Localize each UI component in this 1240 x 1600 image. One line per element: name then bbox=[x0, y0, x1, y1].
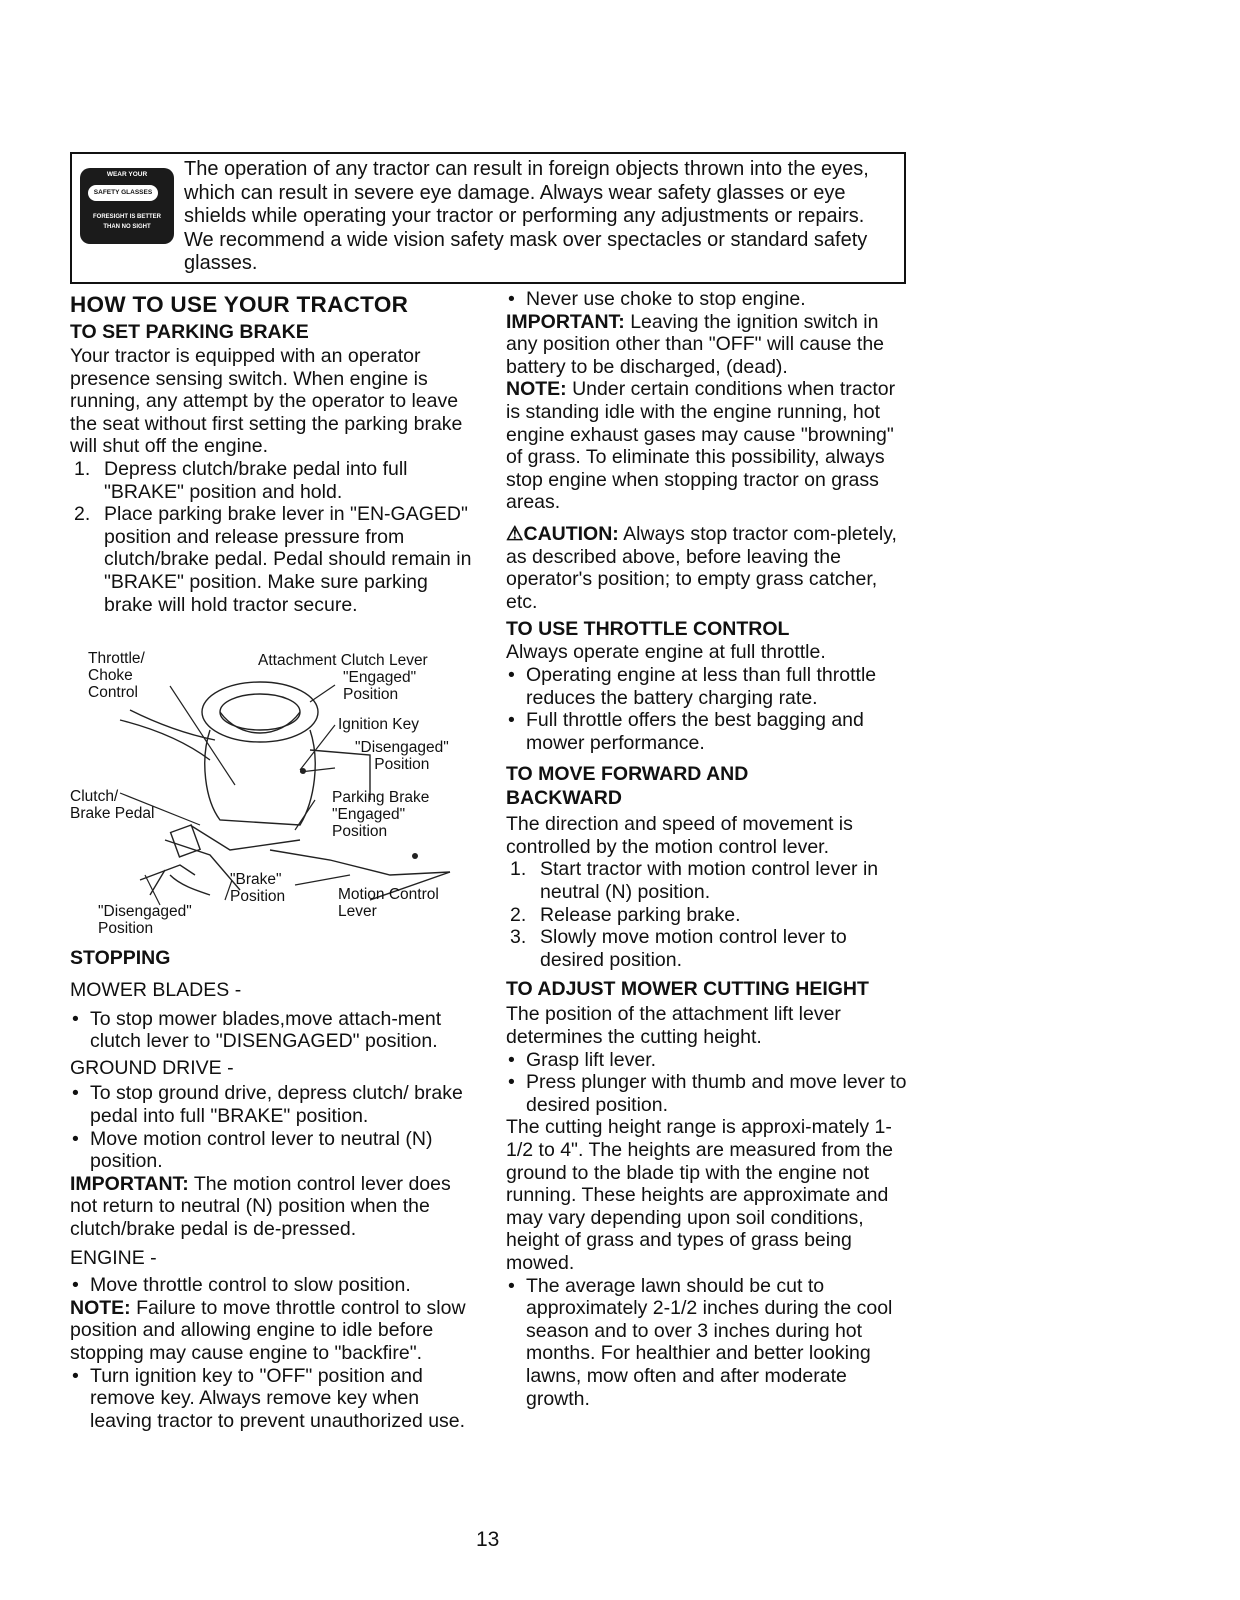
list-item: • Grasp lift lever. bbox=[506, 1049, 908, 1072]
note-2: NOTE: Under certain conditions when tractor is standing idle with the engine running, hot engine exhaust gases may cause "browning" of grass. To eliminate this possibility, always stop engine when stopping tractor on grass areas. bbox=[506, 378, 896, 514]
safety-glasses-badge-icon bbox=[80, 168, 174, 244]
cutting-height-text: The cutting height range is approxi-mately 1-1/2 to 4". The heights are measured from the ground to the blade tip with the engine not running. These heights are approximate and may vary depending upon soil conditions, height of grass and types of grass being mowed. bbox=[506, 1116, 894, 1274]
cutting-height-intro: The position of the attachment lift lever determines the cutting height. bbox=[506, 1003, 841, 1049]
label-attach-engaged: "Engaged" Position bbox=[343, 669, 417, 703]
list-item: • To stop ground drive, depress clutch/ brake pedal into full "BRAKE" position. bbox=[70, 1082, 480, 1127]
ground-drive-label: GROUND DRIVE - bbox=[70, 1056, 234, 1079]
parking-leader bbox=[295, 800, 315, 830]
list-item: • To stop mower blades,move attach-ment clutch lever to "DISENGAGED" position. bbox=[70, 1008, 480, 1053]
tractor-controls-figure bbox=[70, 650, 480, 940]
badge-line-3: FORESIGHT IS BETTER bbox=[92, 214, 161, 220]
attachment-leader bbox=[310, 685, 335, 702]
caution-icon: ⚠ bbox=[506, 522, 524, 545]
cutting-height-list-2 bbox=[506, 1275, 908, 1411]
label-clutch-brake: Clutch/ Brake Pedal bbox=[70, 788, 155, 822]
cutting-height-list bbox=[506, 1049, 908, 1117]
badge-line-1: WEAR YOUR bbox=[106, 171, 148, 178]
ignition-leader bbox=[300, 725, 335, 770]
ground-drive-list bbox=[70, 1082, 480, 1172]
label-parking-brake: Parking Brake "Engaged" Position bbox=[332, 789, 430, 840]
parking-brake-heading: TO SET PARKING BRAKE bbox=[70, 321, 309, 343]
throttle-intro: Always operate engine at full throttle. bbox=[506, 641, 826, 664]
badge-line-4: THAN NO SIGHT bbox=[103, 224, 151, 230]
choke-list bbox=[506, 288, 908, 311]
safety-warning-text: The operation of any tractor can result in foreign objects thrown into the eyes, which can result in severe eye damage. Always wear safety glasses or eye shields while operating your tractor or performing any adjustments or repairs. We recommend a wide vision safety mask over spectacles or standard safety glasses. bbox=[184, 158, 869, 274]
list-item: 2. Release parking brake. bbox=[510, 903, 741, 926]
stopping-heading: STOPPING bbox=[70, 947, 171, 969]
throttle-heading: TO USE THROTTLE CONTROL bbox=[506, 618, 790, 641]
important-note-1: IMPORTANT: The motion control lever does not return to neutral (N) position when the clutch/brake pedal is de-pressed. bbox=[70, 1172, 451, 1240]
cutting-height-heading: TO ADJUST MOWER CUTTING HEIGHT bbox=[506, 978, 869, 1001]
page-number: 13 bbox=[476, 1528, 500, 1551]
list-item: • Turn ignition key to "OFF" position and remove key. Always remove key when leaving tractor to prevent unauthorized use. bbox=[70, 1365, 480, 1433]
label-attachment-clutch: Attachment Clutch Lever bbox=[258, 652, 428, 669]
label-throttle: Throttle/ Choke Control bbox=[88, 650, 145, 701]
list-item: • Full throttle offers the best bagging and mower performance. bbox=[506, 709, 908, 754]
move-heading: TO MOVE FORWARD AND BACKWARD bbox=[506, 763, 749, 810]
list-item: 1. Depress clutch/brake pedal into full "BRAKE" position and hold. bbox=[74, 457, 408, 503]
mower-blades-label: MOWER BLADES - bbox=[70, 979, 242, 1001]
list-item: 3. Slowly move motion control lever to desired position. bbox=[510, 926, 847, 971]
right-column bbox=[506, 288, 908, 1410]
note-1: NOTE: Failure to move throttle control to slow position and allowing engine to idle before stopping may cause engine to "backfire". bbox=[70, 1296, 466, 1364]
important-note-2: IMPORTANT: Leaving the ignition switch in any position other than "OFF" will cause the battery to be discharged, (dead). bbox=[506, 310, 885, 378]
list-item: • Move motion control lever to neutral (N) position. bbox=[70, 1128, 480, 1173]
caution-note: ⚠CAUTION: Always stop tractor com-pletely, as described above, before leaving the operator's position; to empty grass catcher, etc. bbox=[506, 522, 897, 613]
engine-list-1 bbox=[70, 1274, 480, 1297]
motion-leader bbox=[295, 875, 350, 885]
move-intro: The direction and speed of movement is controlled by the motion control lever. bbox=[506, 813, 853, 858]
label-brake-position: "Brake" Position bbox=[230, 871, 286, 905]
list-item: • The average lawn should be cut to approximately 2-1/2 inches during the cool season and to over 3 inches during hot months. For healthier and better looking lawns, mow often and after moderate growth. bbox=[506, 1275, 908, 1411]
parking-brake-steps bbox=[70, 458, 480, 616]
move-steps bbox=[506, 858, 908, 971]
stopping-section bbox=[70, 946, 480, 1432]
mower-blades-list bbox=[70, 1008, 480, 1053]
parking-brake-intro: Your tractor is equipped with an operator presence sensing switch. When engine is running, any attempt by the operator to leave the seat without first setting the parking brake will shut off the engine. bbox=[70, 345, 463, 458]
section-title: HOW TO USE YOUR TRACTOR bbox=[70, 292, 409, 317]
badge-line-2: SAFETY GLASSES bbox=[93, 189, 153, 196]
label-ignition-disengaged: "Disengaged" Position bbox=[355, 739, 449, 773]
list-item: 2. Place parking brake lever in "EN-GAGED" position and release pressure from clutch/brake pedal. Pedal should remain in "BRAKE" position. Make sure parking brake will hold tractor secure. bbox=[74, 503, 472, 616]
list-item: • Operating engine at less than full throttle reduces the battery charging rate. bbox=[506, 664, 908, 709]
list-item: 1. Start tractor with motion control lever in neutral (N) position. bbox=[510, 858, 879, 904]
disengaged-leader bbox=[145, 875, 160, 905]
label-motion-control: Motion Control Lever bbox=[338, 886, 439, 920]
label-ignition-key: Ignition Key bbox=[338, 716, 419, 733]
throttle-list bbox=[506, 664, 908, 754]
left-column bbox=[70, 292, 480, 616]
engine-label: ENGINE - bbox=[70, 1246, 157, 1269]
list-item: • Move throttle control to slow position. bbox=[70, 1274, 480, 1297]
engine-list-2 bbox=[70, 1365, 480, 1433]
list-item: • Never use choke to stop engine. bbox=[506, 288, 908, 311]
label-disengaged-position: "Disengaged" Position bbox=[98, 903, 192, 937]
list-item: • Press plunger with thumb and move lever to desired position. bbox=[506, 1071, 908, 1116]
